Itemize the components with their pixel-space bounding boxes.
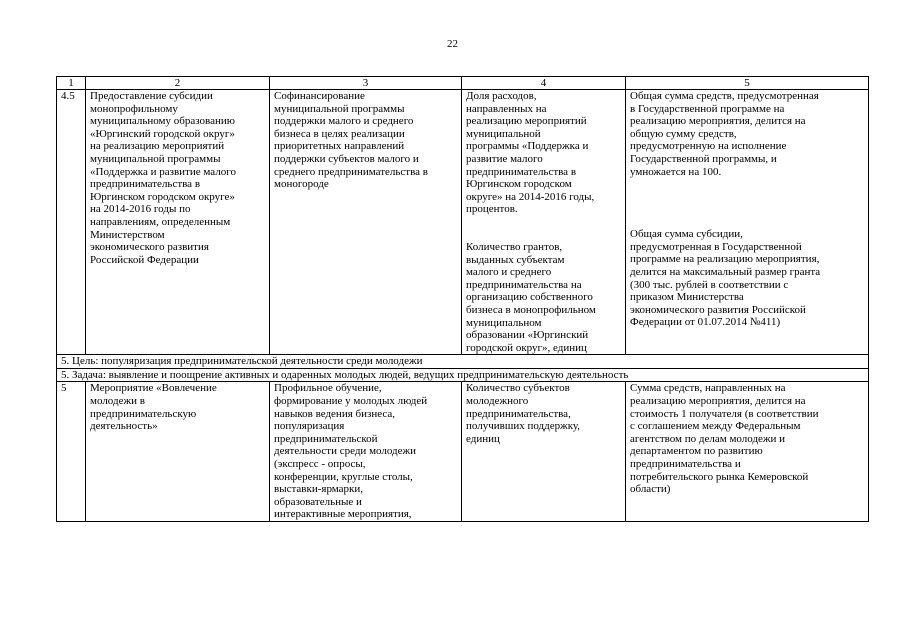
text-line: предусмотренная в Государственной <box>630 240 802 253</box>
paragraph-gap <box>630 178 865 228</box>
text-line: предпринимательства на <box>466 278 582 291</box>
text-line: Российской Федерации <box>90 253 199 266</box>
text-line: стоимость 1 получателя (в соответствии <box>630 407 819 420</box>
text-line: Юргинском городском округе» <box>90 190 235 203</box>
text-line: выданных субъектам <box>466 253 565 266</box>
page-number: 22 <box>447 38 458 50</box>
text-line: Общая сумма средств, предусмотренная <box>630 90 819 102</box>
text-line: муниципальной <box>466 127 541 140</box>
text-line: предпринимательства в <box>90 178 201 191</box>
text-line: на реализацию мероприятий <box>90 140 225 153</box>
text-line: Профильное обучение, <box>274 382 382 395</box>
text-line: среднего предпринимательства в <box>274 165 428 178</box>
header-cell-3: 3 <box>270 77 462 90</box>
text-line: муниципальной программы <box>274 102 405 115</box>
text-line: Министерством <box>90 228 165 241</box>
measure-cell <box>86 90 270 355</box>
task-row <box>57 368 869 382</box>
text-line: муниципальной программы <box>90 152 221 165</box>
goal-row <box>57 355 869 369</box>
task-text: 5. Задача: выявление и поощрение активных и одаренных молодых людей, ведущих предпринимательскую деятельность <box>57 368 869 382</box>
text-line: бизнеса в целях реализации <box>274 127 405 140</box>
text-line: программе на реализацию мероприятия, <box>630 253 820 266</box>
text-line: поддержки субъектов малого и <box>274 152 419 165</box>
text-line: на 2014-2016 годы по <box>90 203 191 216</box>
text-line: Федерации от 01.07.2014 №411) <box>630 316 781 329</box>
text-line: реализацию мероприятия, делится на <box>630 115 806 128</box>
text-line: в Государственной программе на <box>630 102 785 115</box>
text-line: Мероприятие «Вовлечение <box>90 382 217 395</box>
text-line: программы «Поддержка и <box>466 140 589 153</box>
text-line: Количество грантов, <box>466 240 563 253</box>
text-line: молодежи в <box>90 395 145 408</box>
text-line: получивших поддержку, <box>466 420 581 433</box>
text-line: реализацию мероприятия, делится на <box>630 395 806 408</box>
purpose-cell <box>270 90 462 355</box>
text-line: округе» на 2014-2016 годы, <box>466 190 595 203</box>
row-number: 4.5 <box>57 90 86 355</box>
text-line: единиц <box>466 432 500 445</box>
text-line: «Поддержка и развитие малого <box>90 165 236 178</box>
text-line: Государственной программы, и <box>630 152 777 165</box>
text-line: популяризация <box>274 420 345 433</box>
indicator-cell <box>462 382 626 522</box>
text-line: общую сумму средств, <box>630 127 737 140</box>
text-line: области) <box>630 483 671 496</box>
text-line: департаментом по развитию <box>630 445 763 458</box>
measure-cell <box>86 382 270 522</box>
text-line: агентством по делам молодежи и <box>630 432 786 445</box>
text-line: предпринимательской <box>274 432 378 445</box>
text-line: экономического развития Российской <box>630 303 806 316</box>
text-line: приказом Министерства <box>630 291 744 304</box>
text-line: бизнеса в монопрофильном <box>466 303 596 316</box>
text-line: Количество субъектов <box>466 382 570 395</box>
text-line: умножается на 100. <box>630 165 722 178</box>
text-line: Доля расходов, <box>466 90 537 102</box>
text-line: Предоставление субсидии <box>90 90 213 102</box>
text-line: «Юргинский городской округ» <box>90 127 235 140</box>
text-line: (300 тыс. рублей в соответствии с <box>630 278 789 291</box>
text-line: потребительского рынка Кемеровской <box>630 470 809 483</box>
text-line: Софинансирование <box>274 90 365 102</box>
text-line: Общая сумма субсидии, <box>630 228 743 241</box>
text-line: (экспресс - опросы, <box>274 458 366 471</box>
text-line: приоритетных направлений <box>274 140 405 153</box>
calculation-method-cell <box>626 90 869 355</box>
paragraph-gap <box>466 216 622 241</box>
text-line: предпринимательства, <box>466 407 571 420</box>
text-line: экономического развития <box>90 241 209 254</box>
text-line: с соглашением между Федеральным <box>630 420 801 433</box>
text-line: муниципальном <box>466 316 542 329</box>
text-line: направленных на <box>466 102 547 115</box>
text-line: формирование у молодых людей <box>274 395 428 408</box>
calculation-method-cell <box>626 382 869 522</box>
text-line: молодежного <box>466 395 529 408</box>
text-line: процентов. <box>466 203 518 216</box>
text-line: монопрофильному <box>90 102 178 115</box>
indicator-cell <box>462 90 626 355</box>
text-line: деятельности среди молодежи <box>274 445 417 458</box>
text-line: предпринимательства и <box>630 458 741 471</box>
text-line: интерактивные мероприятия, <box>274 508 412 521</box>
header-cell-5: 5 <box>626 77 869 90</box>
row-number: 5 <box>57 382 86 522</box>
text-line: предпринимательства в <box>466 165 577 178</box>
text-line: деятельность» <box>90 420 158 433</box>
purpose-cell <box>270 382 462 522</box>
header-cell-1: 1 <box>57 77 86 90</box>
text-line: образовании «Юргинский <box>466 329 589 342</box>
indicator-table <box>56 76 869 522</box>
text-line: городской округ», единиц <box>466 341 587 354</box>
text-line: выставки-ярмарки, <box>274 483 364 496</box>
text-line: предусмотренную на исполнение <box>630 140 787 153</box>
text-line: реализацию мероприятий <box>466 115 587 128</box>
text-line: поддержки малого и среднего <box>274 115 414 128</box>
text-line: Юргинском городском <box>466 178 572 191</box>
text-line: делится на максимальный размер гранта <box>630 265 821 278</box>
text-line: образовательные и <box>274 495 362 508</box>
header-cell-4: 4 <box>462 77 626 90</box>
text-line: малого и среднего <box>466 266 552 279</box>
table-row-4-5 <box>57 90 869 355</box>
text-line: предпринимательскую <box>90 407 197 420</box>
table-header-row <box>57 77 869 90</box>
text-line: навыков ведения бизнеса, <box>274 407 396 420</box>
goal-text: 5. Цель: популяризация предпринимательской деятельности среди молодежи <box>57 355 869 369</box>
text-line: Сумма средств, направленных на <box>630 382 786 395</box>
text-line: моногороде <box>274 178 329 191</box>
text-line: направлениям, определенным <box>90 215 231 228</box>
text-line: конференции, круглые столы, <box>274 470 413 483</box>
text-line: муниципальному образованию <box>90 115 235 128</box>
table-row-5 <box>57 382 869 522</box>
text-line: развитие малого <box>466 152 543 165</box>
header-cell-2: 2 <box>86 77 270 90</box>
text-line: организацию собственного <box>466 291 593 304</box>
